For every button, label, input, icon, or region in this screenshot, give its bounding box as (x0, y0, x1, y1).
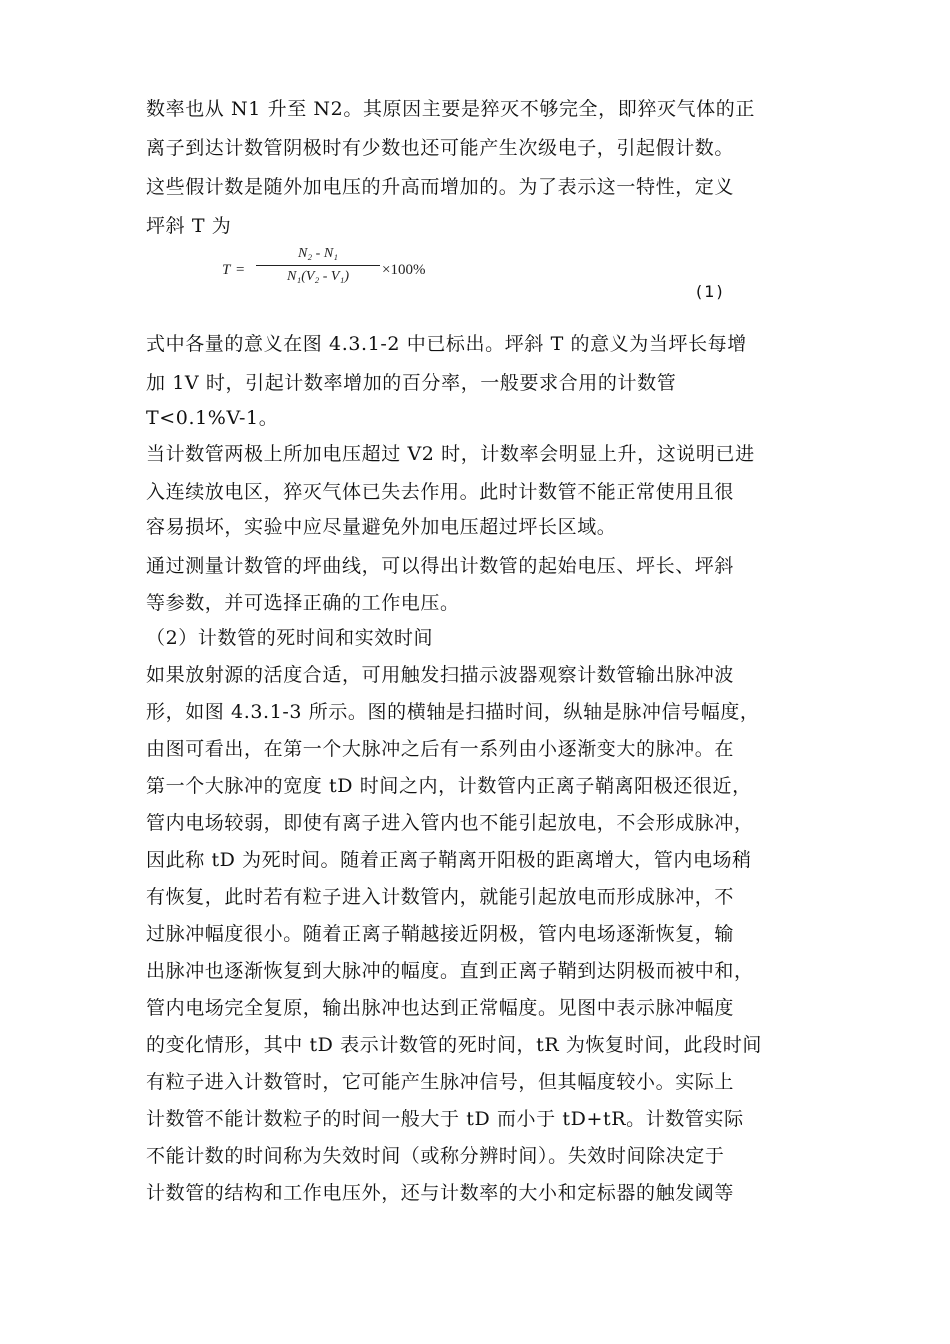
text-line: 计数管的结构和工作电压外，还与计数率的大小和定标器的触发阈等 (146, 1182, 735, 1204)
text-line: 容易损坏，实验中应尽量避免外加电压超过坪长区域。 (146, 516, 617, 538)
text-line: 有粒子进入计数管时，它可能产生脉冲信号，但其幅度较小。实际上 (146, 1071, 735, 1093)
section-heading: （2）计数管的死时间和实效时间 (146, 627, 434, 649)
text-line: 由图可看出，在第一个大脉冲之后有一系列由小逐渐变大的脉冲。在 (146, 738, 735, 760)
text-line: 等参数，并可选择正确的工作电压。 (146, 592, 460, 614)
text-line: 通过测量计数管的坪曲线，可以得出计数管的起始电压、坪长、坪斜 (146, 555, 735, 577)
text-line: 不能计数的时间称为失效时间（或称分辨时间）。失效时间除决定于 (146, 1145, 725, 1167)
text-line: 形，如图 4.3.1-3 所示。图的横轴是扫描时间，纵轴是脉冲信号幅度， (146, 701, 760, 723)
text-line: 坪斜 T 为 (146, 215, 232, 237)
text-line: 管内电场完全复原，输出脉冲也达到正常幅度。见图中表示脉冲幅度 (146, 997, 735, 1019)
text-line: 管内电场较弱，即使有离子进入管内也不能引起放电，不会形成脉冲， (146, 812, 754, 834)
text-line: 过脉冲幅度很小。随着正离子鞘越接近阴极，管内电场逐渐恢复，输 (146, 923, 735, 945)
fraction-bar (256, 265, 380, 266)
text-line: 第一个大脉冲的宽度 tD 时间之内，计数管内正离子鞘离阳极还很近， (146, 775, 752, 797)
text-line: 当计数管两极上所加电压超过 V2 时，计数率会明显上升，这说明已进 (146, 443, 755, 465)
formula-equals: = (236, 262, 245, 278)
text-line: 如果放射源的活度合适，可用触发扫描示波器观察计数管输出脉冲波 (146, 664, 735, 686)
text-line: T<0.1%V-1。 (146, 407, 279, 429)
text-line: 式中各量的意义在图 4.3.1-2 中已标出。坪斜 T 的意义为当坪长每增 (146, 333, 747, 355)
formula-numerator: N₂ - N₁ (297, 246, 339, 261)
formula-fraction (256, 244, 380, 287)
text-line: 加 1V 时，引起计数率增加的百分率，一般要求合用的计数管 (146, 372, 677, 394)
text-line: 因此称 tD 为死时间。随着正离子鞘离开阳极的距离增大，管内电场稍 (146, 849, 752, 871)
equation-number: (1) (696, 282, 725, 301)
formula-times-percent: ×100% (382, 262, 426, 278)
text-line: 这些假计数是随外加电压的升高而增加的。为了表示这一特性，定义 (146, 176, 735, 198)
text-line: 的变化情形，其中 tD 表示计数管的死时间，tR 为恢复时间，此段时间 (146, 1034, 762, 1056)
formula-denominator: N₁(V₂ - V₁) (286, 269, 350, 284)
plateau-slope-formula (222, 240, 522, 300)
text-line: 离子到达计数管阴极时有少数也还可能产生次级电子，引起假计数。 (146, 137, 735, 159)
formula-lhs: T (222, 262, 231, 278)
text-line: 计数管不能计数粒子的时间一般大于 tD 而小于 tD+tR。计数管实际 (146, 1108, 744, 1130)
text-line: 出脉冲也逐渐恢复到大脉冲的幅度。直到正离子鞘到达阴极而被中和， (146, 960, 754, 982)
text-line: 有恢复，此时若有粒子进入计数管内，就能引起放电而形成脉冲，不 (146, 886, 735, 908)
text-line: 入连续放电区，猝灭气体已失去作用。此时计数管不能正常使用且很 (146, 481, 735, 503)
text-line: 数率也从 N1 升至 N2。其原因主要是猝灭不够完全，即猝灭气体的正 (146, 98, 755, 120)
